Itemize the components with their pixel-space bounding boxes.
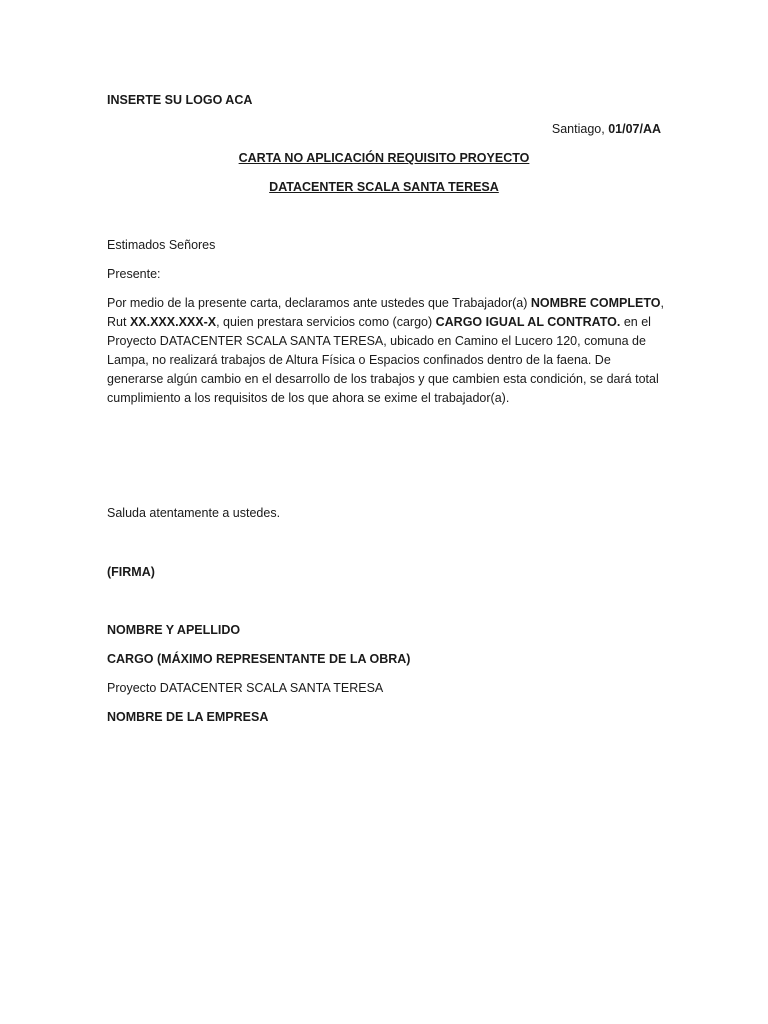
body-text-3: , quien prestara servicios como (cargo) (216, 315, 436, 329)
signature-placeholder: (FIRMA) (107, 565, 155, 579)
date-value: 01/07/AA (608, 122, 661, 136)
worker-rut: XX.XXX.XXX-X (129, 315, 217, 329)
body-paragraph (107, 294, 667, 408)
worker-name: NOMBRE COMPLETO (530, 296, 661, 310)
worker-cargo: CARGO IGUAL AL CONTRATO. (435, 315, 621, 329)
presente-label: Presente: (107, 267, 161, 281)
logo-placeholder: INSERTE SU LOGO ACA (107, 93, 253, 107)
signer-project: Proyecto DATACENTER SCALA SANTA TERESA (107, 681, 384, 695)
body-text-4: en el Proyecto DATACENTER SCALA SANTA TERESA, ubicado en Camino el Lucero 120, comuna de Lampa, no realizará trabajos de Altura Física o Espacios confinados dentro de la faena. De generarse algún cambio en el desarrollo de los trabajos y que cambien esta condición, se dará total cumplimiento a los requisitos de los que ahora se exime el trabajador(a). (107, 315, 659, 405)
signer-cargo: CARGO (MÁXIMO REPRESENTANTE DE LA OBRA) (107, 652, 411, 666)
signer-name: NOMBRE Y APELLIDO (107, 623, 241, 637)
document-title-line1: CARTA NO APLICACIÓN REQUISITO PROYECTO (238, 151, 530, 165)
date-line (552, 120, 661, 139)
farewell: Saluda atentamente a ustedes. (107, 506, 281, 520)
company-name: NOMBRE DE LA EMPRESA (107, 710, 269, 724)
body-text-2: , Rut (107, 296, 664, 329)
date-city: Santiago, (551, 122, 609, 136)
body-text-1: Por medio de la presente carta, declaramos ante ustedes que Trabajador(a) (107, 296, 531, 310)
document-title-line2: DATACENTER SCALA SANTA TERESA (269, 180, 499, 194)
greeting: Estimados Señores (107, 238, 216, 252)
